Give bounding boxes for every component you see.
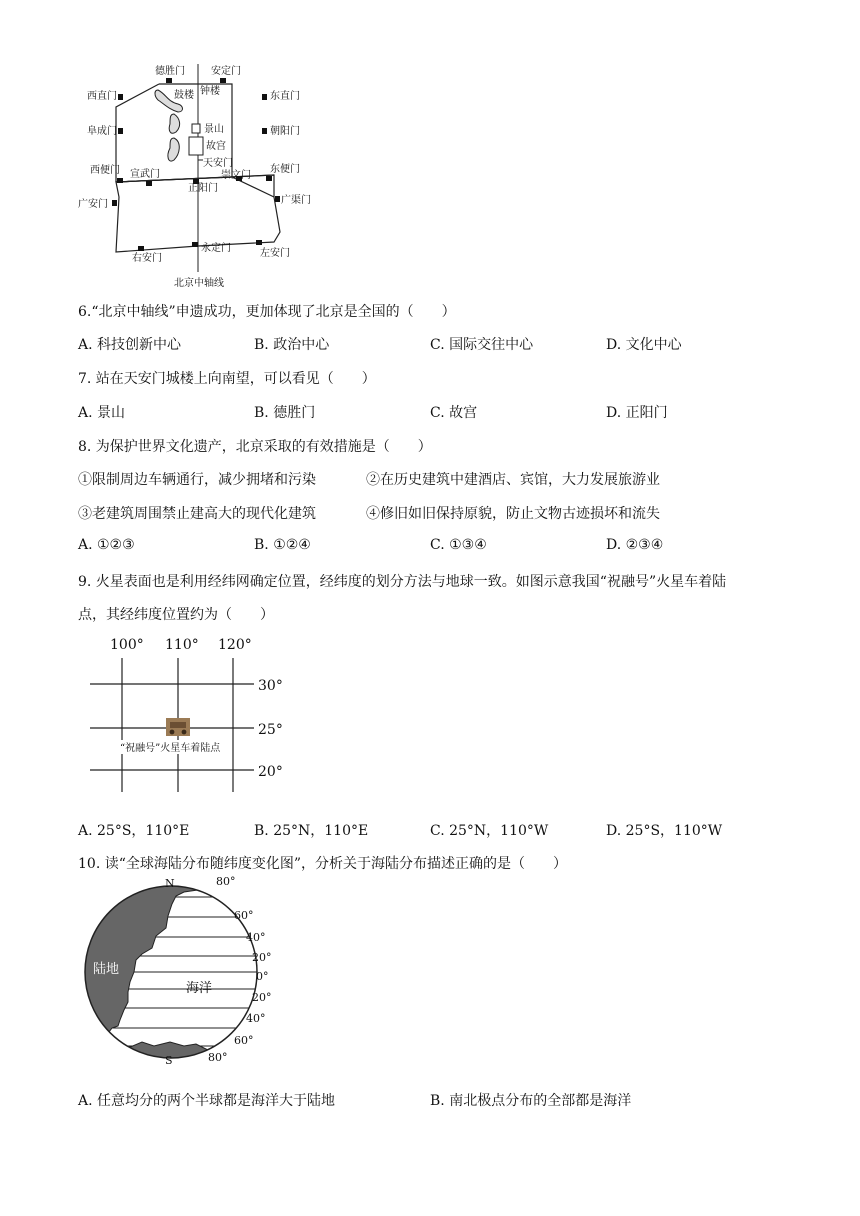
lon-label-100: 100° [110,637,144,653]
lat-label-25: 25° [258,722,283,738]
q8-stem: 8. 为保护世界文化遗产，北京采取的有效措施是（ ） [78,439,432,455]
guangqumen-marker [275,196,280,202]
q8-item-3: ③老建筑周围禁止建高大的现代化建筑 [78,506,316,522]
q8-option-d[interactable]: D. ②③④ [606,537,664,553]
q6-stem: 6.“北京中轴线”申遗成功，更加体现了北京是全国的（ ） [78,304,456,320]
q9-stem-line2: 点，其经纬度位置约为（ ） [78,607,274,623]
jingshan-block [192,124,200,133]
zuoanmen-label: 左安门 [260,248,290,259]
q9-option-b[interactable]: B. 25°N，110°E [254,823,369,839]
lon-label-120: 120° [218,637,252,653]
q9-option-a[interactable]: A. 25°S，110°E [78,823,190,839]
andingmen-marker [220,78,226,83]
chaoyangmen-label: 朝阳门 [270,126,300,137]
q6-option-b[interactable]: B. 政治中心 [254,337,330,353]
andingmen-label: 安定门 [211,66,241,77]
q6-option-c[interactable]: C. 国际交往中心 [430,337,534,353]
q9-option-d[interactable]: D. 25°S，110°W [606,823,723,839]
south-pole-label: S [165,1054,173,1066]
rover-marker [166,718,190,736]
q8-option-a[interactable]: A. ①②③ [78,537,135,553]
q6-option-a[interactable]: A. 科技创新中心 [78,337,182,353]
guangqumen-label: 广渠门 [281,195,311,206]
dongbianmen-marker [266,176,272,181]
gugong-label: 故宫 [206,141,226,152]
fuchengmen-marker [118,128,123,134]
q8-option-b[interactable]: B. ①②④ [254,537,311,553]
guanganmen-marker [112,200,117,206]
lat-label-30: 30° [258,678,283,694]
q10-stem: 10. 读“全球海陆分布随纬度变化图”，分析关于海陆分布描述正确的是（ ） [78,856,568,872]
q7-option-c[interactable]: C. 故宫 [430,405,478,421]
chaoyangmen-marker [262,128,267,134]
lat-label-s80: 80° [208,1051,228,1064]
deshengmen-label: 德胜门 [155,66,185,77]
xibianmen-marker [117,178,123,183]
axis-label: 北京中轴线 [174,278,224,289]
lat-label-20: 20° [258,764,283,780]
deshengmen-marker [166,78,172,83]
lat-label-n20: 20° [252,951,272,964]
rover-landing-label: “祝融号”火星车着陆点 [120,743,221,754]
lat-label-0: 0° [256,970,269,983]
land-area-south [106,1042,216,1066]
ocean-label: 海洋 [186,981,213,996]
chongwenmen-label: 崇文门 [221,170,251,181]
gugong-block [189,137,203,155]
q7-option-d[interactable]: D. 正阳门 [606,405,668,421]
zhengyangmen-label: 正阳门 [188,183,218,194]
guanganmen-label: 广安门 [78,199,108,210]
youanmen-marker [138,246,144,251]
xizhimen-label: 西直门 [87,91,117,102]
gulou-label: 鼓楼 [174,90,194,101]
q8-item-2: ②在历史建筑中建酒店、宾馆，大力发展旅游业 [366,472,660,488]
zhonglou-label: 钟楼 [200,86,220,97]
lat-label-n40: 40° [246,931,266,944]
dongzhimen-marker [262,94,267,100]
yongdingmen-marker [192,242,198,247]
q6-option-d[interactable]: D. 文化中心 [606,337,682,353]
q10-option-a[interactable]: A. 任意均分的两个半球都是海洋大于陆地 [78,1093,336,1109]
yongdingmen-label: 永定门 [201,243,231,254]
land-sea-latitude-diagram [76,876,276,1066]
q10-option-b[interactable]: B. 南北极点分布的全部都是海洋 [430,1093,632,1109]
lat-label-s20: 20° [252,991,272,1004]
xizhimen-marker [118,94,123,100]
tiananmen-label: 天安门 [203,158,233,169]
dongzhimen-label: 东直门 [270,91,300,102]
xibianmen-label: 西便门 [90,165,120,176]
xuanwumen-marker [146,181,152,186]
lon-label-110: 110° [165,637,199,653]
lat-label-n80: 80° [216,876,236,888]
lat-label-s40: 40° [246,1012,266,1025]
zuoanmen-marker [256,240,262,245]
land-label: 陆地 [93,962,120,977]
dongbianmen-label: 东便门 [270,164,300,175]
fuchengmen-label: 阜成门 [87,126,117,137]
north-pole-label: N [165,877,175,890]
lat-label-s60: 60° [234,1034,254,1047]
q9-stem-line1: 9. 火星表面也是利用经纬网确定位置，经纬度的划分方法与地球一致。如图示意我国“祝融号”火星车着陆 [78,574,727,590]
q7-option-a[interactable]: A. 景山 [78,405,126,421]
xuanwumen-label: 宣武门 [130,169,160,180]
q7-option-b[interactable]: B. 德胜门 [254,405,316,421]
q8-option-c[interactable]: C. ①③④ [430,537,487,553]
q8-item-1: ①限制周边车辆通行，减少拥堵和污染 [78,472,316,488]
mars-lat-lon-grid [80,630,300,800]
q8-item-4: ④修旧如旧保持原貌，防止文物古迹损坏和流失 [366,506,660,522]
jingshan-label: 景山 [204,124,224,135]
q9-option-c[interactable]: C. 25°N，110°W [430,823,549,839]
q7-stem: 7. 站在天安门城楼上向南望，可以看见（ ） [78,371,376,387]
youanmen-label: 右安门 [132,253,162,264]
lat-label-n60: 60° [234,909,254,922]
beijing-axis-map [70,60,320,295]
land-area-north [76,876,198,1046]
